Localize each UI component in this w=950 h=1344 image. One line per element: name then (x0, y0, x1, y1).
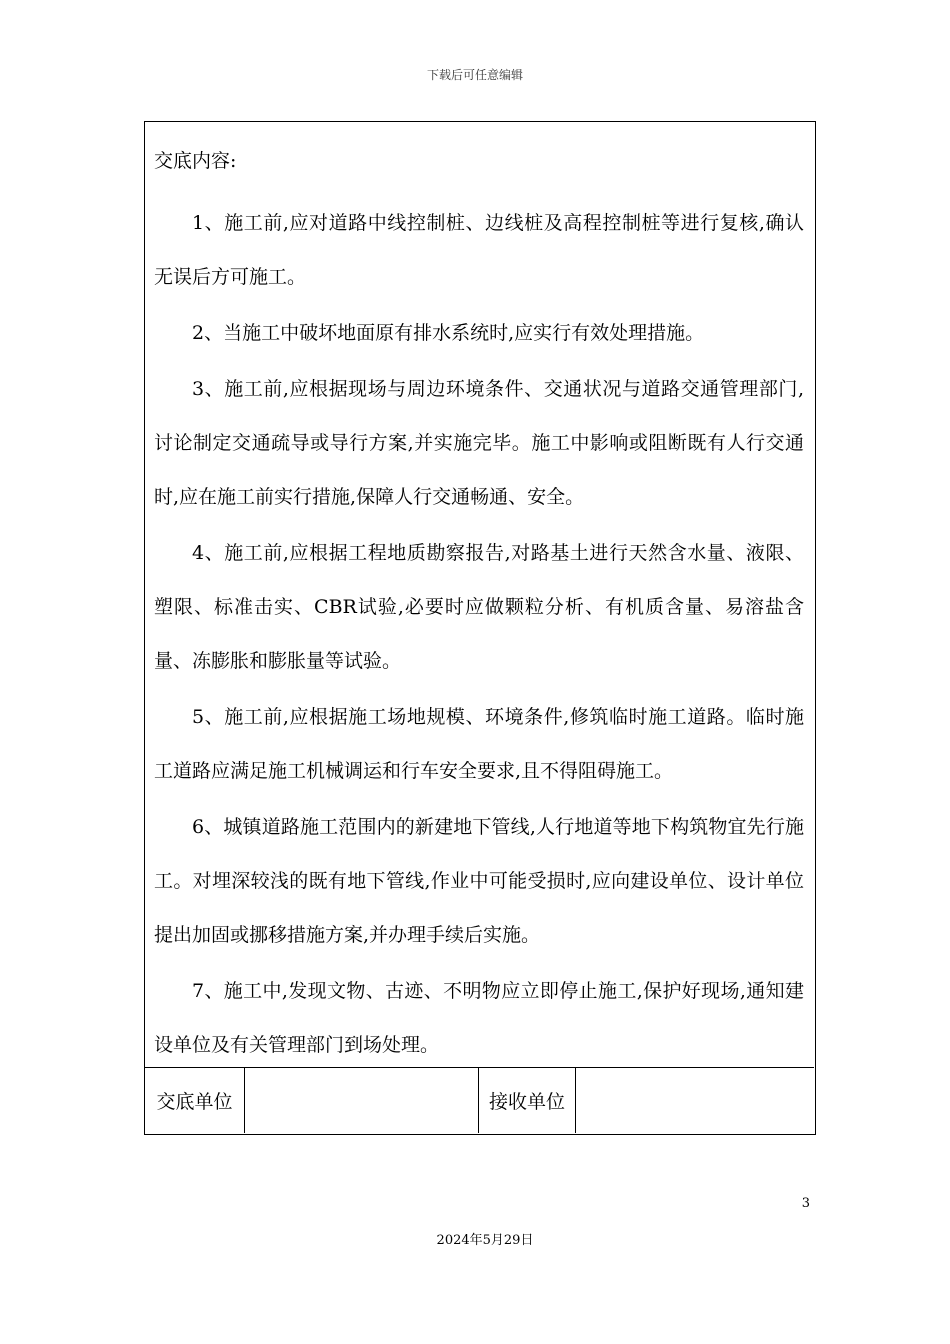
issuer-label: 交底单位 (145, 1068, 245, 1133)
receiver-label: 接收单位 (479, 1068, 576, 1133)
signoff-row (145, 1068, 814, 1133)
disclosure-table (144, 121, 816, 1135)
content-heading: 交底内容: (154, 150, 237, 172)
content-cell (145, 122, 814, 1068)
content-paragraph-4: 4、施工前,应根据工程地质勘察报告,对路基土进行天然含水量、液限、塑限、标准击实、CBR试验,必要时应做颗粒分析、有机质含量、易溶盐含量、冻膨胀和膨胀量等试验。 (154, 542, 804, 672)
content-paragraph-1: 1、施工前,应对道路中线控制桩、边线桩及高程控制桩等进行复核,确认无误后方可施工。 (154, 212, 804, 288)
content-paragraph-3: 3、施工前,应根据现场与周边环境条件、交通状况与道路交通管理部门,讨论制定交通疏导或导行方案,并实施完毕。施工中影响或阻断既有人行交通时,应在施工前实行措施,保障人行交通畅通、安全。 (154, 378, 804, 508)
content-paragraph-6: 6、城镇道路施工范围内的新建地下管线,人行地道等地下构筑物宜先行施工。对埋深较浅的既有地下管线,作业中可能受损时,应向建设单位、设计单位提出加固或挪移措施方案,并办理手续后实施。 (154, 816, 804, 946)
page-header: 下载后可任意编辑 (426, 68, 523, 82)
receiver-value (576, 1068, 814, 1133)
issuer-value (245, 1068, 479, 1133)
content-paragraph-2: 2、当施工中破坏地面原有排水系统时,应实行有效处理措施。 (192, 322, 705, 344)
content-paragraph-5: 5、施工前,应根据施工场地规模、环境条件,修筑临时施工道路。临时施工道路应满足施工机械调运和行车安全要求,且不得阻碍施工。 (154, 706, 804, 782)
page-number: 3 (801, 1196, 810, 1211)
content-paragraph-7: 7、施工中,发现文物、古迹、不明物应立即停止施工,保护好现场,通知建设单位及有关管理部门到场处理。 (154, 980, 804, 1056)
footer-date: 2024年5月29日 (436, 1233, 534, 1248)
